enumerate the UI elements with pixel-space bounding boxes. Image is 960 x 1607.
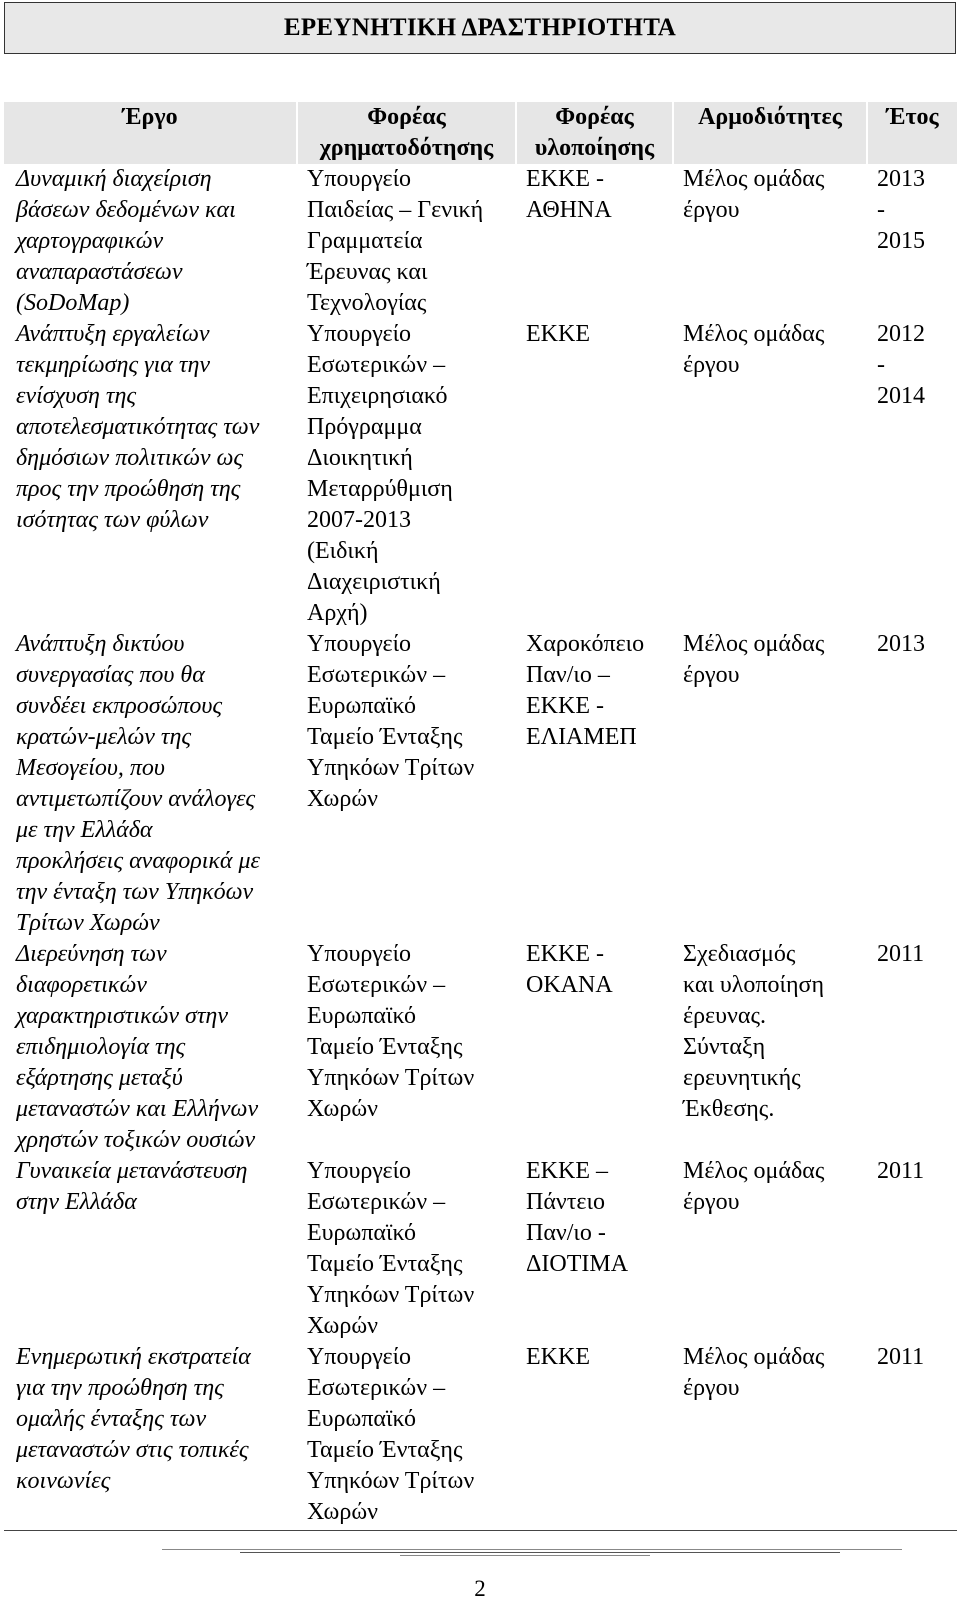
cell-implementation: ΕΚΚΕ - ΟΚΑΝΑ [526, 941, 613, 998]
table-row [4, 939, 957, 1156]
header-responsibilities: Αρμοδιότητες [673, 102, 867, 164]
cell-responsibilities: Μέλος ομάδας έργου [683, 321, 825, 378]
cell-funding: Υπουργείο Εσωτερικών – Ευρωπαϊκό Ταμείο Ένταξης Υπηκόων Τρίτων Χωρών [307, 941, 475, 1122]
footer-rule [400, 1555, 650, 1556]
cell-project: Ενημερωτική εκστρατεία για την προώθηση της ομαλής ένταξης των μεταναστών στις τοπικές κοινωνίες [4, 1342, 297, 1531]
cell-project: Δυναμική διαχείριση βάσεων δεδομένων και χαρτογραφικών αναπαραστάσεων (SoDoMap) [16, 166, 236, 316]
cell-year: 2011 [877, 1158, 925, 1184]
cell-project: Διερεύνηση των διαφορετικών χαρακτηριστικών στην επιδημιολογία της εξάρτησης μεταξύ μεταναστών και Ελλήνων χρηστών τοξικών ουσιών [16, 941, 259, 1153]
footer-divider [0, 1547, 960, 1559]
cell-responsibilities: Μέλος ομάδας έργου [683, 631, 825, 688]
cell-responsibilities: Μέλος ομάδας έργου [683, 1158, 825, 1215]
cell-responsibilities: Μέλος ομάδας έργου [673, 1342, 867, 1531]
table-row [4, 164, 957, 319]
header-funding: Φορέας χρηματοδότησης [297, 102, 516, 164]
cell-year: 2011 [867, 1342, 957, 1531]
page-number: 2 [474, 1576, 486, 1601]
section-title [4, 2, 956, 54]
cell-implementation: ΕΚΚΕ [516, 1342, 673, 1531]
cell-funding: Υπουργείο Παιδείας – Γενική Γραμματεία Έρευνας και Τεχνολογίας [307, 166, 484, 316]
footer-rule [162, 1549, 902, 1550]
cell-project: Γυναικεία μετανάστευση στην Ελλάδα [16, 1158, 248, 1215]
table-row [4, 1156, 957, 1342]
table-row [4, 319, 957, 629]
table-row [4, 1342, 957, 1531]
cell-year: 2012 - 2014 [877, 321, 925, 409]
cell-funding: Υπουργείο Εσωτερικών – Επιχειρησιακό Πρόγραμμα Διοικητική Μεταρρύθμιση 2007-2013 (Ειδική Διαχειριστική Αρχή) [307, 321, 453, 626]
cell-funding: Υπουργείο Εσωτερικών – Ευρωπαϊκό Ταμείο Ένταξης Υπηκόων Τρίτων Χωρών [307, 1158, 475, 1339]
cell-responsibilities: Μέλος ομάδας έργου [683, 166, 825, 223]
cell-project: Ανάπτυξη δικτύου συνεργασίας που θα συνδέει εκπροσώπους κρατών-μελών της Μεσογείου, που αντιμετωπίζουν ανάλογες με την Ελλάδα προκλήσεις αναφορικά με την ένταξη των Υπηκόων Τρίτων Χωρών [16, 631, 260, 936]
cell-funding: Υπουργείο Εσωτερικών – Ευρωπαϊκό Ταμείο Ένταξης Υπηκόων Τρίτων Χωρών [297, 1342, 516, 1531]
cell-project: Ανάπτυξη εργαλείων τεκμηρίωσης για την ενίσχυση της αποτελεσματικότητας των δημόσιων πολιτικών ως προς την προώθηση της ισότητας των φύλων [16, 321, 260, 533]
header-project: Έργο [4, 102, 297, 164]
header-implementation: Φορέας υλοποίησης [516, 102, 673, 164]
cell-year: 2013 - 2015 [877, 166, 925, 254]
table-row [4, 629, 957, 939]
cell-implementation: ΕΚΚΕ - ΑΘΗΝΑ [526, 166, 612, 223]
section-title-text: ΕΡΕΥΝΗΤΙΚΗ ΔΡΑΣΤΗΡΙΟΤΗΤΑ [283, 14, 677, 41]
header-year: Έτος [867, 102, 957, 164]
cell-funding: Υπουργείο Εσωτερικών – Ευρωπαϊκό Ταμείο Ένταξης Υπηκόων Τρίτων Χωρών [307, 631, 475, 812]
research-activity-table [4, 102, 957, 1531]
cell-implementation: ΕΚΚΕ [526, 321, 590, 347]
footer-rule [240, 1552, 840, 1553]
table-header-row [4, 102, 957, 164]
cell-year: 2013 [877, 631, 925, 657]
cell-implementation: Χαροκόπειο Παν/ιο – ΕΚΚΕ - ΕΛΙΑΜΕΠ [526, 631, 645, 750]
cell-year: 2011 [877, 941, 925, 967]
cell-implementation: ΕΚΚΕ – Πάντειο Παν/ιο - ΔΙΟΤΙΜΑ [526, 1158, 629, 1277]
cell-responsibilities: Σχεδιασμός και υλοποίηση έρευνας. Σύνταξη ερευνητικής Έκθεσης. [683, 941, 825, 1122]
